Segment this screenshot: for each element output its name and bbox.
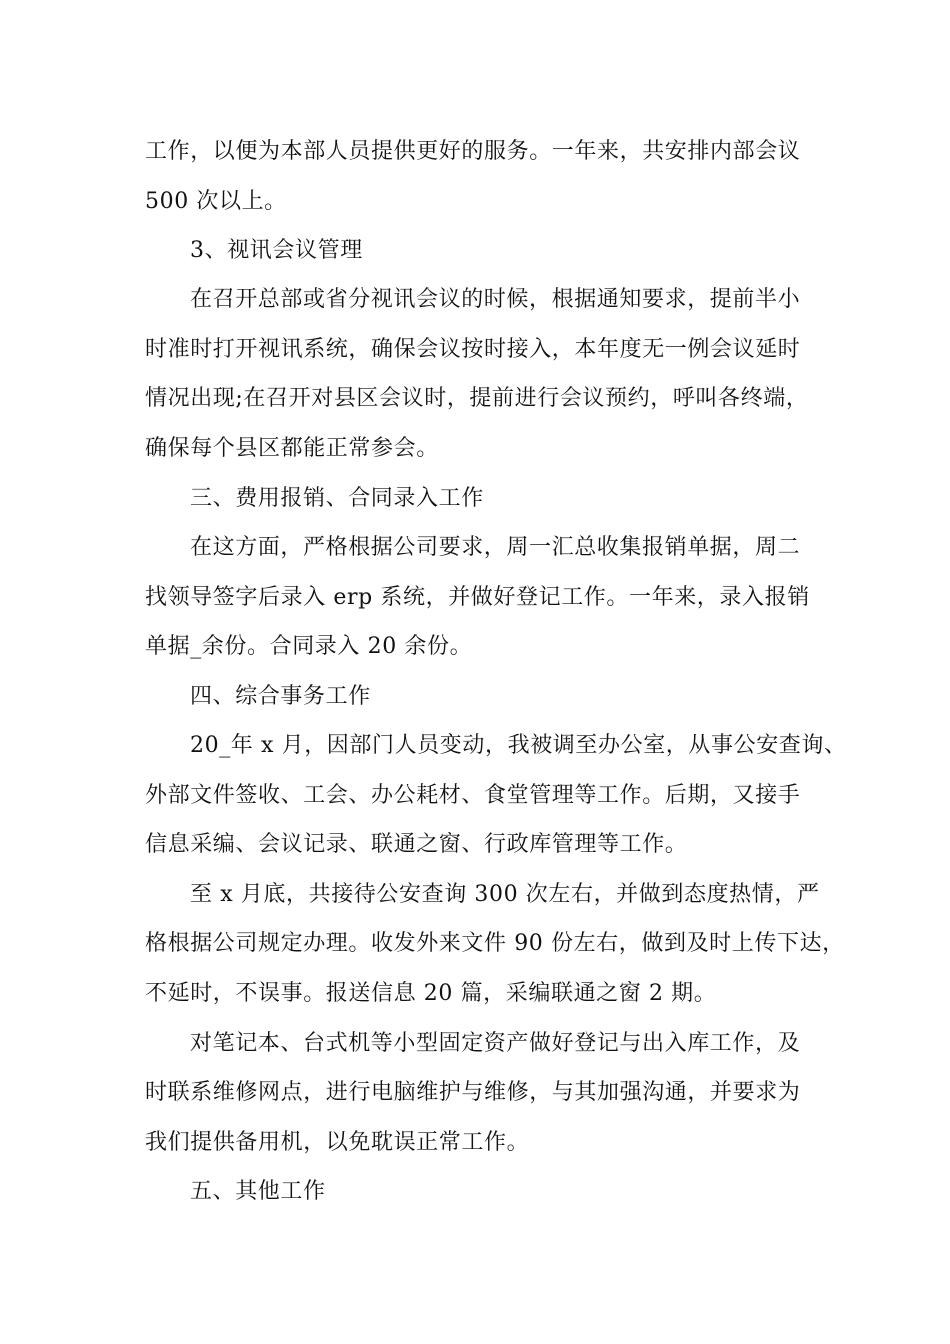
paragraph-line: 单据_余份。合同录入 20 余份。 bbox=[145, 634, 473, 659]
paragraph-line: 找领导签字后录入 erp 系统，并做好登记工作。一年来，录入报销 bbox=[145, 585, 810, 610]
paragraph-line: 情况出现;在召开对县区会议时，提前进行会议预约，呼叫各终端， bbox=[145, 386, 809, 411]
paragraph-line: 20_年 x 月，因部门人员变动，我被调至办公室，从事公安查询、 bbox=[190, 733, 847, 758]
paragraph-line: 格根据公司规定办理。收发外来文件 90 份左右，做到及时上传下达， bbox=[145, 931, 845, 956]
paragraph-line: 工作，以便为本部人员提供更好的服务。一年来，共安排内部会议 bbox=[145, 139, 801, 164]
paragraph-line: 500 次以上。 bbox=[145, 189, 287, 214]
paragraph-line: 时准时打开视讯系统，确保会议按时接入，本年度无一例会议延时 bbox=[145, 337, 801, 362]
section-heading: 三、费用报销、合同录入工作 bbox=[190, 486, 484, 511]
paragraph-line: 信息采编、会议记录、联通之窗、行政库管理等工作。 bbox=[145, 832, 688, 857]
section-heading: 五、其他工作 bbox=[190, 1179, 326, 1204]
paragraph-line: 在召开总部或省分视讯会议的时候，根据通知要求，提前半小 bbox=[190, 287, 801, 312]
paragraph-line: 对笔记本、台式机等小型固定资产做好登记与出入库工作，及 bbox=[190, 1031, 801, 1056]
paragraph-line: 时联系维修网点，进行电脑维护与维修，与其加强沟通，并要求为 bbox=[145, 1080, 801, 1105]
paragraph-line: 外部文件签收、工会、办公耗材、食堂管理等工作。后期，又接手 bbox=[145, 783, 801, 808]
section-heading: 3、视讯会议管理 bbox=[190, 238, 363, 263]
paragraph-line: 确保每个县区都能正常参会。 bbox=[145, 436, 439, 461]
paragraph-line: 不延时，不误事。报送信息 20 篇，采编联通之窗 2 期。 bbox=[145, 981, 717, 1006]
paragraph-line: 至 x 月底，共接待公安查询 300 次左右，并做到态度热情，严 bbox=[190, 882, 820, 907]
paragraph-line: 我们提供备用机，以免耽误正常工作。 bbox=[145, 1130, 530, 1155]
section-heading: 四、综合事务工作 bbox=[190, 684, 371, 709]
paragraph-line: 在这方面，严格根据公司要求，周一汇总收集报销单据，周二 bbox=[190, 535, 801, 560]
